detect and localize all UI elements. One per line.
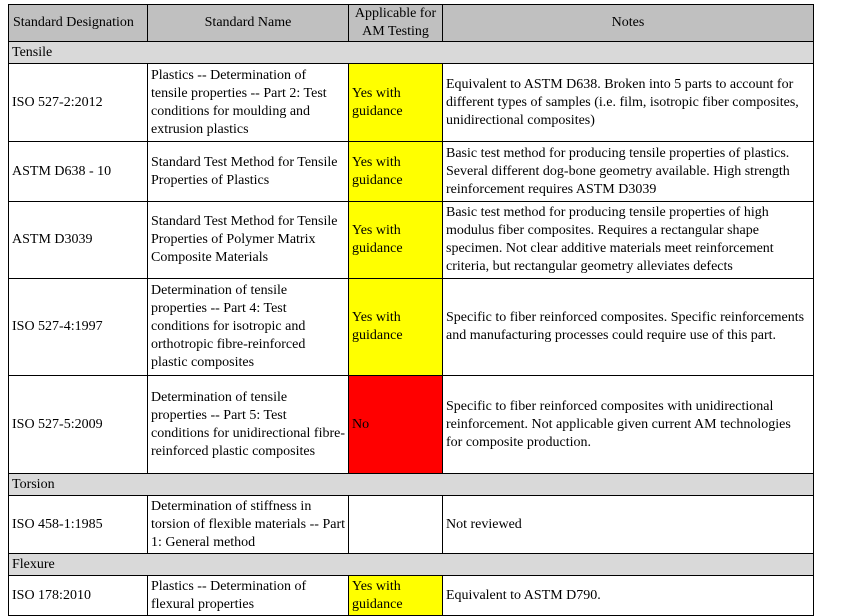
table-row: [9, 64, 814, 142]
notes-cell: Equivalent to ASTM D790.: [443, 576, 814, 616]
designation-cell: ASTM D638 - 10: [9, 142, 148, 202]
standards-table-container: [8, 4, 814, 616]
section-title: Tensile: [9, 42, 814, 64]
name-cell: Determination of tensile properties -- Part 4: Test conditions for isotropic and orthotropic fibre-reinforced plastic composites: [148, 279, 349, 376]
name-cell: Standard Test Method for Tensile Properties of Plastics: [148, 142, 349, 202]
header-row: [9, 5, 814, 42]
name-cell: Determination of stiffness in torsion of flexible materials -- Part 1: General method: [148, 496, 349, 554]
applicable-cell: Yes with guidance: [349, 202, 443, 279]
notes-cell: Basic test method for producing tensile properties of plastics. Several different dog-bone geometry available. High strength reinforcement requires ASTM D3039: [443, 142, 814, 202]
name-cell: Plastics -- Determination of tensile properties -- Part 2: Test conditions for moulding and extrusion plastics: [148, 64, 349, 142]
table-row: [9, 376, 814, 474]
name-cell: Standard Test Method for Tensile Properties of Polymer Matrix Composite Materials: [148, 202, 349, 279]
designation-cell: ASTM D3039: [9, 202, 148, 279]
header-notes: Notes: [443, 5, 814, 42]
applicable-cell: Yes with guidance: [349, 142, 443, 202]
designation-cell: ISO 527-2:2012: [9, 64, 148, 142]
table-row: [9, 279, 814, 376]
header-standard-designation: Standard Designation: [9, 5, 148, 42]
applicable-cell: Yes with guidance: [349, 64, 443, 142]
section-title: Flexure: [9, 554, 814, 576]
table-row: [9, 576, 814, 616]
notes-cell: Basic test method for producing tensile properties of high modulus fiber composites. Requires a rectangular shape specimen. Not clear additive materials meet reinforcement criteria, but rectangular geometry alleviates defects: [443, 202, 814, 279]
section-row-torsion: [9, 474, 814, 496]
notes-cell: Equivalent to ASTM D638. Broken into 5 parts to account for different types of samples (i.e. film, isotropic fiber composites, unidirectional composites): [443, 64, 814, 142]
designation-cell: ISO 458-1:1985: [9, 496, 148, 554]
table-row: [9, 202, 814, 279]
designation-cell: ISO 178:2010: [9, 576, 148, 616]
table-row: [9, 142, 814, 202]
designation-cell: ISO 527-5:2009: [9, 376, 148, 474]
notes-cell: Specific to fiber reinforced composites with unidirectional reinforcement. Not applicable given current AM technologies for composite production.: [443, 376, 814, 474]
section-row-flexure: [9, 554, 814, 576]
header-applicable: Applicable for AM Testing: [349, 5, 443, 42]
name-cell: Plastics -- Determination of flexural properties: [148, 576, 349, 616]
table-row: [9, 496, 814, 554]
notes-cell: Specific to fiber reinforced composites. Specific reinforcements and manufacturing processes could require use of this part.: [443, 279, 814, 376]
applicable-cell: [349, 496, 443, 554]
name-cell: Determination of tensile properties -- Part 5: Test conditions for unidirectional fibre-reinforced plastic composites: [148, 376, 349, 474]
section-row-tensile: [9, 42, 814, 64]
notes-cell: Not reviewed: [443, 496, 814, 554]
applicable-cell: No: [349, 376, 443, 474]
section-title: Torsion: [9, 474, 814, 496]
applicable-cell: Yes with guidance: [349, 279, 443, 376]
header-standard-name: Standard Name: [148, 5, 349, 42]
designation-cell: ISO 527-4:1997: [9, 279, 148, 376]
standards-table: [8, 4, 814, 616]
applicable-cell: Yes with guidance: [349, 576, 443, 616]
